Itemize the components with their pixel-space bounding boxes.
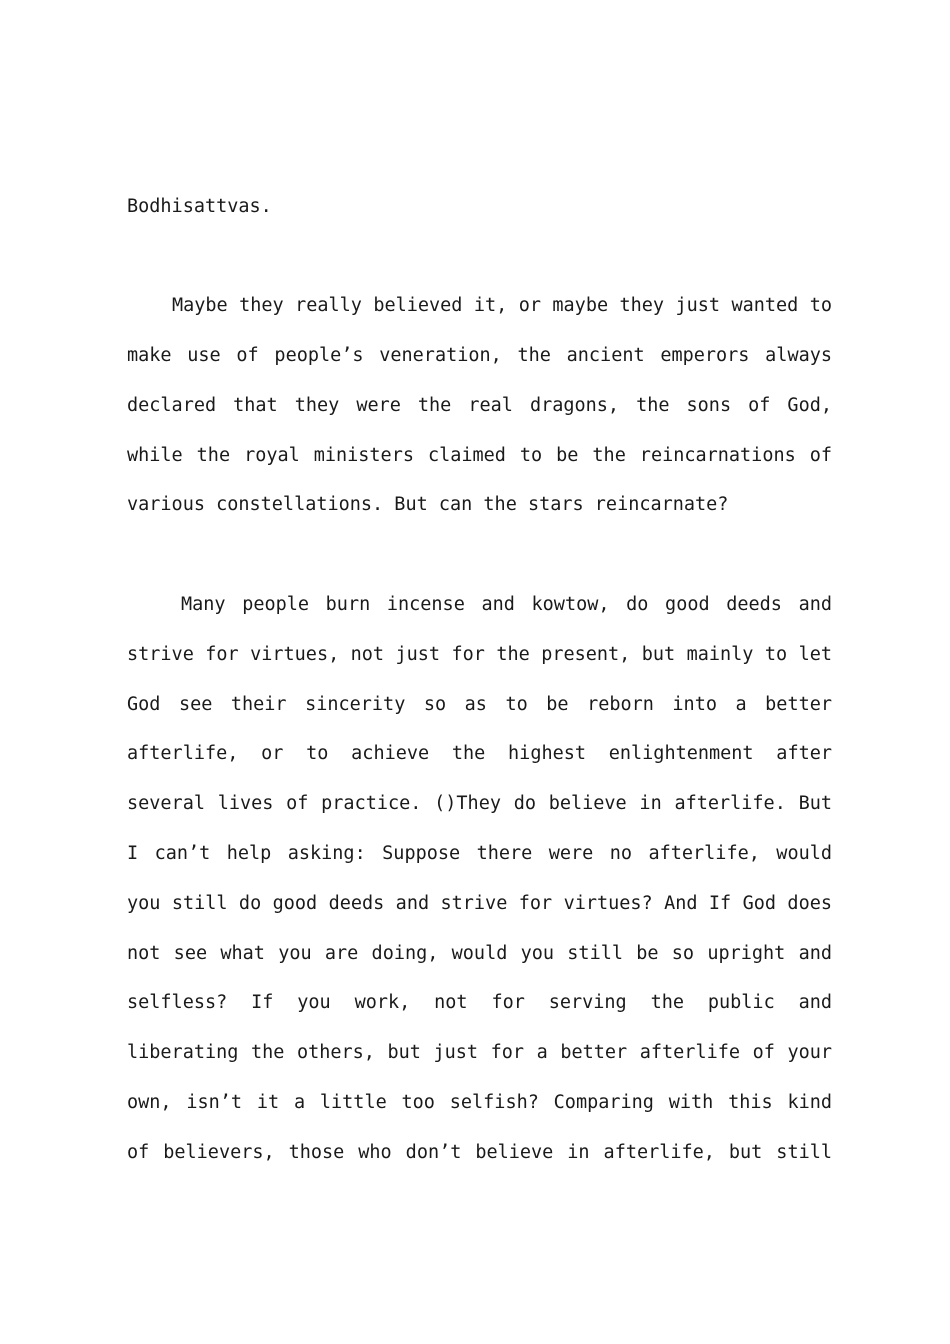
text-line: afterlife, or to achieve the highest enlightenment after <box>127 743 832 764</box>
text-line: Bodhisattvas. <box>127 196 272 217</box>
text-line: of believers, those who don’t believe in afterlife, but still <box>127 1142 832 1163</box>
text-line: make use of people’s veneration, the ancient emperors always <box>127 345 832 366</box>
paragraph-first-line: Many people burn incense and kowtow, do good deeds and <box>181 594 832 615</box>
text-line: declared that they were the real dragons, the sons of God, <box>127 395 832 416</box>
text-line: selfless? If you work, not for serving the public and <box>127 992 832 1013</box>
text-line: while the royal ministers claimed to be the reincarnations of <box>127 445 832 466</box>
text-line: I can’t help asking: Suppose there were no afterlife, would <box>127 843 832 864</box>
text-line: not see what you are doing, would you still be so upright and <box>127 943 832 964</box>
text-line: several lives of practice. ()They do believe in afterlife. But <box>127 793 832 814</box>
text-line: strive for virtues, not just for the present, but mainly to let <box>127 644 832 665</box>
text-line: own, isn’t it a little too selfish? Comparing with this kind <box>127 1092 832 1113</box>
text-line: liberating the others, but just for a better afterlife of your <box>127 1042 832 1063</box>
paragraph-last-line: various constellations. But can the stars reincarnate? <box>127 494 729 515</box>
text-line: God see their sincerity so as to be reborn into a better <box>127 694 832 715</box>
text-line: you still do good deeds and strive for virtues? And If God does <box>127 893 832 914</box>
paragraph-first-line: Maybe they really believed it, or maybe they just wanted to <box>172 295 832 316</box>
